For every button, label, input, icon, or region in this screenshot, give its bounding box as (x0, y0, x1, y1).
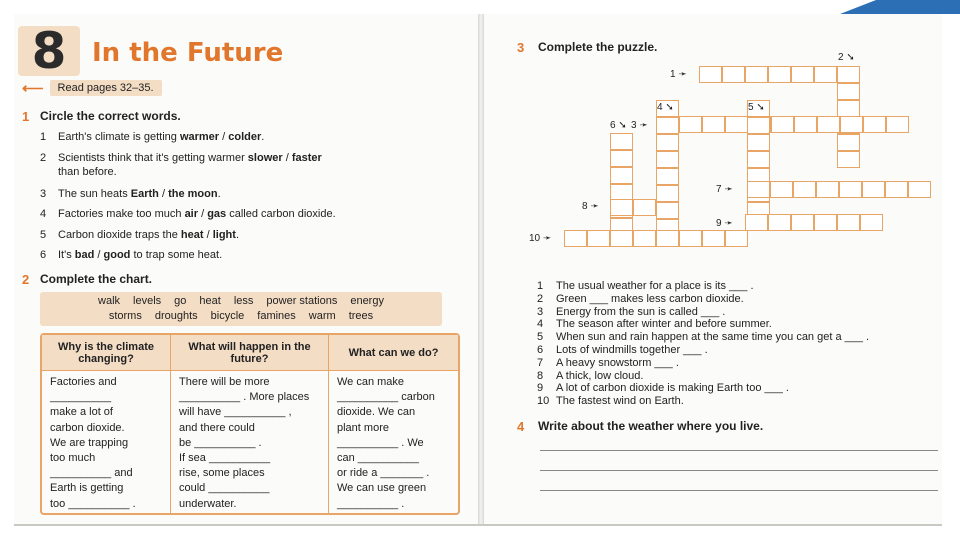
chart-line: underwater. (179, 497, 237, 510)
item-text (58, 207, 336, 221)
item-text-line2: than before. (58, 166, 117, 178)
item-text-post: . (217, 188, 221, 200)
chart-line: be __________ . (179, 436, 262, 449)
ex1-item (40, 130, 264, 144)
crossword-cell[interactable] (564, 230, 587, 247)
chart-line: If sea __________ (179, 452, 271, 465)
crossword-cell[interactable] (702, 116, 725, 133)
chart-line: dioxide. We can (337, 406, 416, 419)
chart-line: or ride a _______ . (337, 467, 430, 480)
unit-badge (18, 22, 80, 80)
crossword-cell[interactable] (837, 214, 860, 231)
item-text-pre: Factories make too much (58, 208, 185, 220)
crossword-cell[interactable] (817, 116, 840, 133)
clue-number: 4 (537, 318, 544, 331)
crossword-cell[interactable] (837, 83, 860, 100)
crossword-cell[interactable] (839, 181, 862, 198)
crossword-clue (537, 280, 754, 293)
unit-number: 8 (31, 22, 67, 80)
crossword-cell[interactable] (747, 181, 770, 198)
item-number: 3 (40, 188, 47, 200)
crossword-label-10: 10 ➛ (529, 233, 552, 244)
item-number: 5 (40, 229, 47, 241)
ex4-number: 4 (517, 419, 525, 434)
chart-line: We are trapping (50, 436, 129, 449)
chart-line: carbon dioxide. (50, 421, 125, 434)
unit-title: In the Future (92, 38, 284, 68)
writing-line-3[interactable] (540, 490, 938, 491)
clue-text: The season after winter and before summer. (556, 318, 772, 331)
word-bank-word: levels (133, 295, 162, 307)
crossword-cell[interactable] (768, 66, 791, 83)
writing-line-2[interactable] (540, 470, 938, 471)
page-bottom-edge (14, 524, 942, 526)
ex1-heading: Circle the correct words. (40, 109, 181, 123)
crossword-cell[interactable] (837, 134, 860, 151)
option-a[interactable]: warmer (179, 131, 220, 143)
crossword-label-9: 9 ➛ (716, 218, 733, 229)
crossword-cell[interactable] (722, 66, 745, 83)
word-bank-word: go (174, 295, 187, 307)
word-bank-word: less (233, 295, 254, 307)
crossword-cell[interactable] (747, 151, 770, 168)
item-text (58, 151, 322, 179)
ex1-item (40, 187, 221, 201)
ex2-number: 2 (22, 272, 30, 287)
option-a[interactable]: air (184, 208, 199, 220)
clue-text: A heavy snowstorm ___ . (556, 356, 679, 369)
crossword-cell[interactable] (771, 116, 794, 133)
clue-number: 1 (537, 280, 544, 292)
crossword-label-7: 7 ➛ (716, 184, 733, 195)
chart-line: __________ . (337, 497, 405, 510)
chart-line: Factories and (50, 376, 117, 388)
clue-text: Lots of windmills together ___ . (556, 344, 708, 356)
chart-line: __________ (50, 391, 112, 404)
crossword-cell[interactable] (610, 199, 633, 216)
chart-line: There will be more (179, 376, 270, 388)
item-text-post: called carbon dioxide. (226, 208, 336, 220)
crossword-cell[interactable] (860, 214, 883, 231)
item-text (58, 228, 239, 242)
option-separator: / (219, 131, 229, 143)
option-b[interactable]: gas (207, 208, 227, 220)
crossword-cell[interactable] (656, 202, 679, 219)
item-text-pre: The sun heats (58, 188, 131, 200)
crossword-cell[interactable] (840, 116, 863, 133)
crossword-cell[interactable] (633, 230, 656, 247)
word-bank-word: walk (98, 295, 121, 307)
item-text-post: to trap some heat. (130, 249, 223, 261)
item-text-post: . (235, 229, 239, 241)
word-bank-word: energy (350, 295, 384, 307)
crossword-cell[interactable] (908, 181, 931, 198)
option-b[interactable]: faster (291, 152, 322, 164)
crossword-label-5: 5 ➘ (748, 102, 765, 113)
item-number: 4 (40, 208, 47, 220)
crossword-clue (537, 331, 869, 344)
clue-number: 7 (537, 356, 544, 369)
chart-line: We can use green (337, 482, 427, 495)
crossword-cell[interactable] (610, 133, 633, 150)
crossword-cell[interactable] (770, 181, 793, 198)
word-bank-row-2 (40, 310, 442, 322)
crossword-clue (537, 344, 708, 357)
item-text (58, 187, 221, 201)
clue-text: A thick, low cloud. (556, 369, 644, 382)
item-number: 1 (40, 131, 47, 143)
crossword-label-3: 3 ➛ (631, 120, 648, 131)
crossword-cell[interactable] (702, 230, 725, 247)
crossword-cell[interactable] (816, 181, 839, 198)
crossword-clue (537, 370, 643, 383)
crossword-clue (537, 306, 725, 319)
word-bank-word: droughts (154, 310, 198, 322)
clue-number: 9 (537, 382, 544, 395)
item-text-pre: Carbon dioxide traps the (58, 229, 181, 241)
word-bank-word: storms (108, 310, 142, 322)
chart-line: plant more (337, 421, 389, 434)
read-pages-note (22, 78, 162, 98)
word-bank-row-1 (40, 295, 442, 307)
word-bank-word: famines (257, 310, 296, 322)
crossword-cell[interactable] (587, 230, 610, 247)
climate-chart (40, 333, 460, 515)
crossword-cell[interactable] (747, 134, 770, 151)
crossword-clue (537, 357, 679, 370)
crossword-label-4: 4 ➘ (657, 102, 674, 113)
option-separator: / (198, 208, 208, 220)
crossword-cell[interactable] (656, 117, 679, 134)
ex3-heading: Complete the puzzle. (538, 40, 658, 54)
crossword-cell[interactable] (656, 185, 679, 202)
chart-line: too __________ . (50, 497, 136, 510)
crossword-clue (537, 318, 772, 331)
chart-column-do (328, 335, 458, 513)
option-separator: / (203, 229, 213, 241)
chart-line: and there could (179, 421, 255, 434)
word-bank-word: power stations (266, 295, 338, 307)
chart-column-future (170, 335, 328, 513)
option-a[interactable]: Earth (130, 188, 159, 200)
chart-line: rise, some places (179, 467, 265, 480)
item-text (58, 248, 222, 262)
crossword-cell[interactable] (679, 116, 702, 133)
item-text-post: . (261, 131, 265, 143)
chart-line: __________ . More places (179, 391, 310, 404)
item-text (58, 130, 264, 144)
chart-column-why (42, 335, 170, 513)
crossword-cell[interactable] (837, 100, 860, 117)
crossword-cell[interactable] (725, 230, 748, 247)
clue-number: 3 (537, 305, 544, 318)
crossword-cell[interactable] (791, 66, 814, 83)
crossword-cell[interactable] (885, 181, 908, 198)
crossword-cell[interactable] (656, 230, 679, 247)
item-number: 6 (40, 249, 47, 261)
writing-line-1[interactable] (540, 450, 938, 451)
clue-text: When sun and rain happen at the same time you can get a ___ . (556, 331, 870, 344)
chart-line: make a lot of (50, 406, 113, 419)
ex1-item (40, 151, 322, 179)
ex1-item (40, 228, 239, 242)
crossword-label-2: 2 ➘ (838, 52, 855, 63)
option-separator: / (282, 152, 292, 164)
ex1-number: 1 (22, 109, 30, 124)
option-a[interactable]: heat (180, 229, 204, 241)
chart-header-why: Why is the climate changing? (42, 335, 170, 371)
clue-text: The fastest wind on Earth. (556, 395, 684, 408)
clue-text: Green ___ makes less carbon dioxide. (556, 292, 744, 305)
chart-line: __________ . We (337, 436, 424, 449)
clue-number: 6 (537, 344, 544, 356)
crossword-cell[interactable] (656, 151, 679, 168)
chart-line: __________ and (50, 467, 133, 480)
crossword-cell[interactable] (747, 117, 770, 134)
read-pages-text: Read pages 32–35. (50, 80, 162, 96)
crossword-cell[interactable] (814, 214, 837, 231)
word-bank-word: bicycle (210, 310, 245, 322)
crossword-cell[interactable] (791, 214, 814, 231)
option-b[interactable]: light (212, 229, 236, 241)
crossword-label-6: 6 ➘ (610, 120, 627, 131)
chart-line: can __________ (337, 452, 419, 465)
ex4-heading: Write about the weather where you live. (538, 419, 764, 433)
item-text-pre: Scientists think that it's getting warmer (58, 152, 248, 164)
chart-line: We can make (337, 376, 405, 388)
crossword-cell[interactable] (862, 181, 885, 198)
crossword-cell[interactable] (656, 134, 679, 151)
crossword-cell[interactable] (610, 150, 633, 167)
item-number: 2 (40, 152, 47, 164)
clue-number: 8 (537, 369, 544, 382)
chart-body-future (171, 371, 328, 516)
item-text-pre: Earth's climate is getting (58, 131, 180, 143)
chart-line: Earth is getting (50, 482, 124, 495)
crossword-cell[interactable] (633, 199, 656, 216)
chart-header-future: What will happen in the future? (171, 335, 328, 371)
crossword-label-8: 8 ➛ (582, 201, 599, 212)
option-b[interactable]: the moon (168, 188, 218, 200)
chart-line: __________ carbon (337, 391, 435, 404)
crossword-cell[interactable] (679, 230, 702, 247)
crossword-cell[interactable] (768, 214, 791, 231)
crossword-cell[interactable] (745, 66, 768, 83)
option-separator: / (94, 249, 104, 261)
crossword-cell[interactable] (837, 151, 860, 168)
chart-body-why (42, 371, 170, 516)
clue-text: A lot of carbon dioxide is making Earth too ___ . (556, 382, 789, 395)
option-a[interactable]: slower (247, 152, 283, 164)
chart-line: could __________ (179, 482, 270, 495)
crossword-clue (537, 395, 684, 408)
clue-number: 10 (537, 395, 550, 408)
slide-top-bar (0, 0, 960, 14)
chart-line: will have __________ , (179, 406, 292, 419)
book-spine (478, 14, 484, 526)
word-bank-word: trees (348, 310, 374, 322)
word-bank (40, 292, 442, 326)
word-bank-word: heat (199, 295, 221, 307)
option-b[interactable]: good (103, 249, 131, 261)
option-a[interactable]: bad (74, 249, 95, 261)
word-bank-word: warm (308, 310, 336, 322)
clue-number: 5 (537, 331, 544, 344)
crossword-cell[interactable] (610, 230, 633, 247)
arrow-left-icon: ⟵ (22, 80, 44, 97)
crossword-clue (537, 382, 789, 395)
crossword-clue (537, 293, 744, 306)
crossword-cell[interactable] (725, 116, 748, 133)
crossword-cell[interactable] (863, 116, 886, 133)
clue-text: The usual weather for a place is its ___ . (556, 280, 754, 292)
ex1-item (40, 207, 336, 221)
ex2-heading: Complete the chart. (40, 272, 153, 286)
item-text-pre: It's (58, 249, 75, 261)
crossword-cell[interactable] (794, 116, 817, 133)
crossword-cell[interactable] (837, 66, 860, 83)
chart-line: too much (50, 452, 96, 465)
chart-header-do: What can we do? (329, 335, 458, 371)
clue-text: Energy from the sun is called ___ . (556, 305, 726, 318)
crossword-cell[interactable] (814, 66, 837, 83)
clue-number: 2 (537, 292, 544, 305)
crossword-cell[interactable] (656, 168, 679, 185)
crossword-cell[interactable] (886, 116, 909, 133)
crossword-cell[interactable] (699, 66, 722, 83)
ex3-number: 3 (517, 40, 525, 55)
crossword-cell[interactable] (793, 181, 816, 198)
option-b[interactable]: colder (228, 131, 262, 143)
crossword-cell[interactable] (610, 167, 633, 184)
option-separator: / (158, 188, 169, 200)
ex1-item (40, 248, 222, 262)
chart-body-do (329, 371, 458, 516)
crossword-cell[interactable] (745, 214, 768, 231)
crossword-label-1: 1 ➛ (670, 69, 687, 80)
